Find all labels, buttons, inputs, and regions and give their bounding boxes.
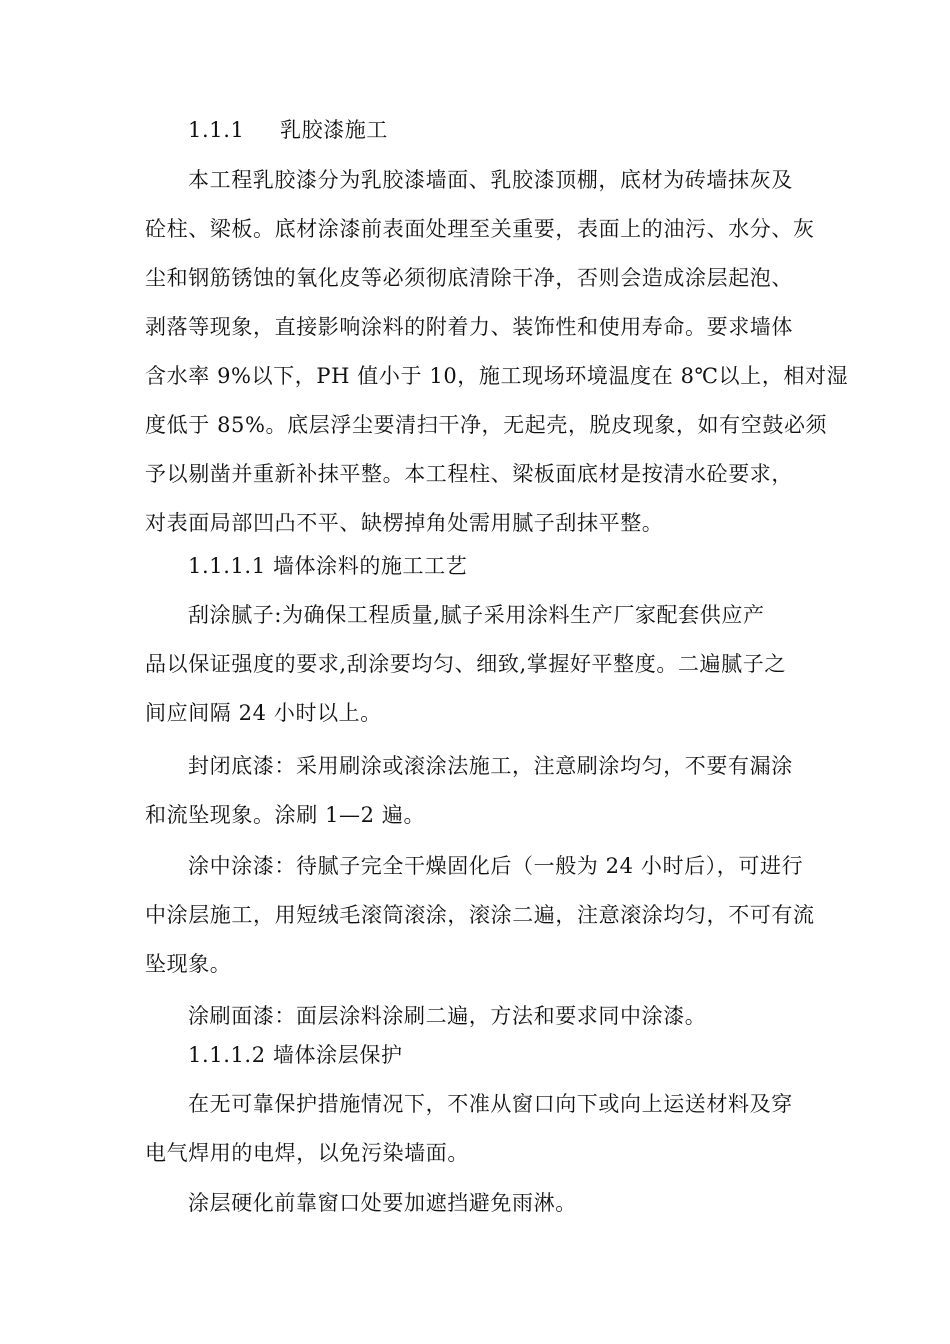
paragraph-line: 砼柱、梁板。底材涂漆前表面处理至关重要，表面上的油污、水分、灰 <box>145 217 815 241</box>
section-heading-1-1-1-1: 1.1.1.1 墙体涂料的施工工艺 <box>188 554 468 578</box>
paragraph-line: 予以剔凿并重新补抹平整。本工程柱、梁板面底材是按清水砼要求， <box>145 462 793 486</box>
paragraph-line: 涂刷面漆：面层涂料涂刷二遍，方法和要求同中涂漆。 <box>188 1004 707 1028</box>
paragraph-line: 坠现象。 <box>145 952 232 976</box>
section-heading-1-1-1 <box>188 116 868 144</box>
paragraph-line: 含水率 9%以下，PH 值小于 10，施工现场环境温度在 8℃以上，相对湿 <box>145 364 849 388</box>
paragraph-line: 刮涂腻子:为确保工程质量,腻子采用涂料生产厂家配套供应产 <box>188 603 765 627</box>
paragraph-line: 对表面局部凹凸不平、缺楞掉角处需用腻子刮抹平整。 <box>145 511 664 535</box>
paragraph-line: 尘和钢筋锈蚀的氧化皮等必须彻底清除干净，否则会造成涂层起泡、 <box>145 266 793 290</box>
paragraph-line: 涂层硬化前靠窗口处要加遮挡避免雨淋。 <box>188 1191 577 1215</box>
paragraph-line: 中涂层施工，用短绒毛滚筒滚涂，滚涂二遍，注意滚涂均匀，不可有流 <box>145 903 815 927</box>
paragraph-line: 在无可靠保护措施情况下，不准从窗口向下或向上运送材料及穿 <box>188 1092 793 1116</box>
paragraph-line: 涂中涂漆：待腻子完全干燥固化后（一般为 24 小时后），可进行 <box>188 854 804 878</box>
section-number: 1.1.1 <box>188 118 245 142</box>
paragraph-line: 品以保证强度的要求,刮涂要均匀、细致,掌握好平整度。二遍腻子之 <box>145 652 786 676</box>
paragraph-line: 本工程乳胶漆分为乳胶漆墙面、乳胶漆顶棚，底材为砖墙抹灰及 <box>188 168 793 192</box>
paragraph-line: 间应间隔 24 小时以上。 <box>145 701 382 725</box>
paragraph-line: 封闭底漆：采用刷涂或滚涂法施工，注意刷涂均匀，不要有漏涂 <box>188 754 793 778</box>
paragraph-line: 度低于 85%。底层浮尘要清扫干净，无起壳，脱皮现象，如有空鼓必须 <box>145 413 828 437</box>
paragraph-line: 剥落等现象，直接影响涂料的附着力、装饰性和使用寿命。要求墙体 <box>145 315 793 339</box>
section-title: 乳胶漆施工 <box>280 118 388 142</box>
section-heading-1-1-1-2: 1.1.1.2 墙体涂层保护 <box>188 1043 403 1067</box>
paragraph-line: 电气焊用的电焊，以免污染墙面。 <box>145 1141 469 1165</box>
paragraph-line: 和流坠现象。涂刷 1—2 遍。 <box>145 803 426 827</box>
